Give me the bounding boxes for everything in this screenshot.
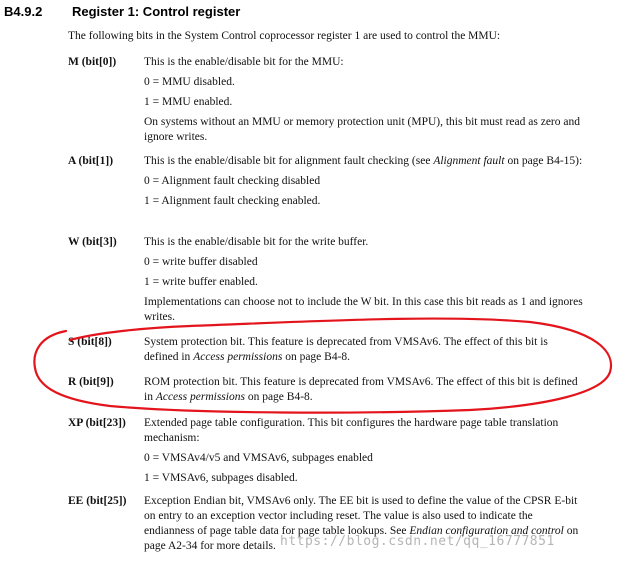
bit-m-p3: 1 = MMU enabled. [144,96,233,108]
bit-label-r: R (bit[9]) [68,376,114,388]
bit-desc-s [144,335,584,370]
bit-desc-w [144,235,584,330]
section-title: Register 1: Control register [72,4,241,19]
bit-m-p2: 0 = MMU disabled. [144,76,235,88]
bit-xp-p1: Extended page table configuration. This bit configures the hardware page table translation mechanism: [144,417,559,444]
bit-label-xp: XP (bit[23]) [68,417,126,429]
section-number: B4.9.2 [4,4,43,19]
bit-s-p1: System protection bit. This feature is deprecated from VMSAv6. The effect of this bit is defined in Access permissions on page B4-8. [144,336,548,363]
bit-label-a: A (bit[1]) [68,155,114,167]
intro-text: The following bits in the System Control coprocessor register 1 are used to control the MMU: [68,30,501,42]
bit-label-ee: EE (bit[25]) [68,495,127,507]
bit-xp-p3: 1 = VMSAv6, subpages disabled. [144,472,298,484]
bit-label-m: M (bit[0]) [68,56,117,68]
bit-ee-p1: Exception Endian bit, VMSAv6 only. The EE bit is used to define the value of the CPSR E-bit on entry to an exception vector including reset. The value is also used to indicate the endianness of page table data for page table lookups. See Endian configuration and control on page A2-34 for more details. [144,495,579,552]
bit-desc-xp [144,416,584,491]
bit-desc-a [144,154,584,214]
bit-label-w: W (bit[3]) [68,236,117,248]
bit-m-p4: On systems without an MMU or memory protection unit (MPU), this bit must read as zero and ignore writes. [144,116,580,143]
bit-xp-p2: 0 = VMSAv4/v5 and VMSAv6, subpages enabled [144,452,373,464]
bit-desc-r [144,375,584,410]
section-heading [4,4,619,22]
bit-desc-ee [144,494,584,559]
bit-m-p1: This is the enable/disable bit for the MMU: [144,56,344,68]
bit-w-p1: This is the enable/disable bit for the write buffer. [144,236,369,248]
bit-a-p3: 1 = Alignment fault checking enabled. [144,195,321,207]
bit-a-p1: This is the enable/disable bit for alignment fault checking (see Alignment fault on page B4-15): [144,155,583,167]
bit-w-p2: 0 = write buffer disabled [144,256,258,268]
bit-w-p3: 1 = write buffer enabled. [144,276,258,288]
bit-w-p4: Implementations can choose not to include the W bit. In this case this bit reads as 1 and ignores writes. [144,296,583,323]
bit-r-p1: ROM protection bit. This feature is deprecated from VMSAv6. The effect of this bit is defined in Access permissions on page B4-8. [144,376,578,403]
bit-a-p2: 0 = Alignment fault checking disabled [144,175,321,187]
watermark: https://blog.csdn.net/qq_16777851 [280,534,555,549]
bit-label-s: S (bit[8]) [68,336,112,348]
bit-desc-m [144,55,584,150]
